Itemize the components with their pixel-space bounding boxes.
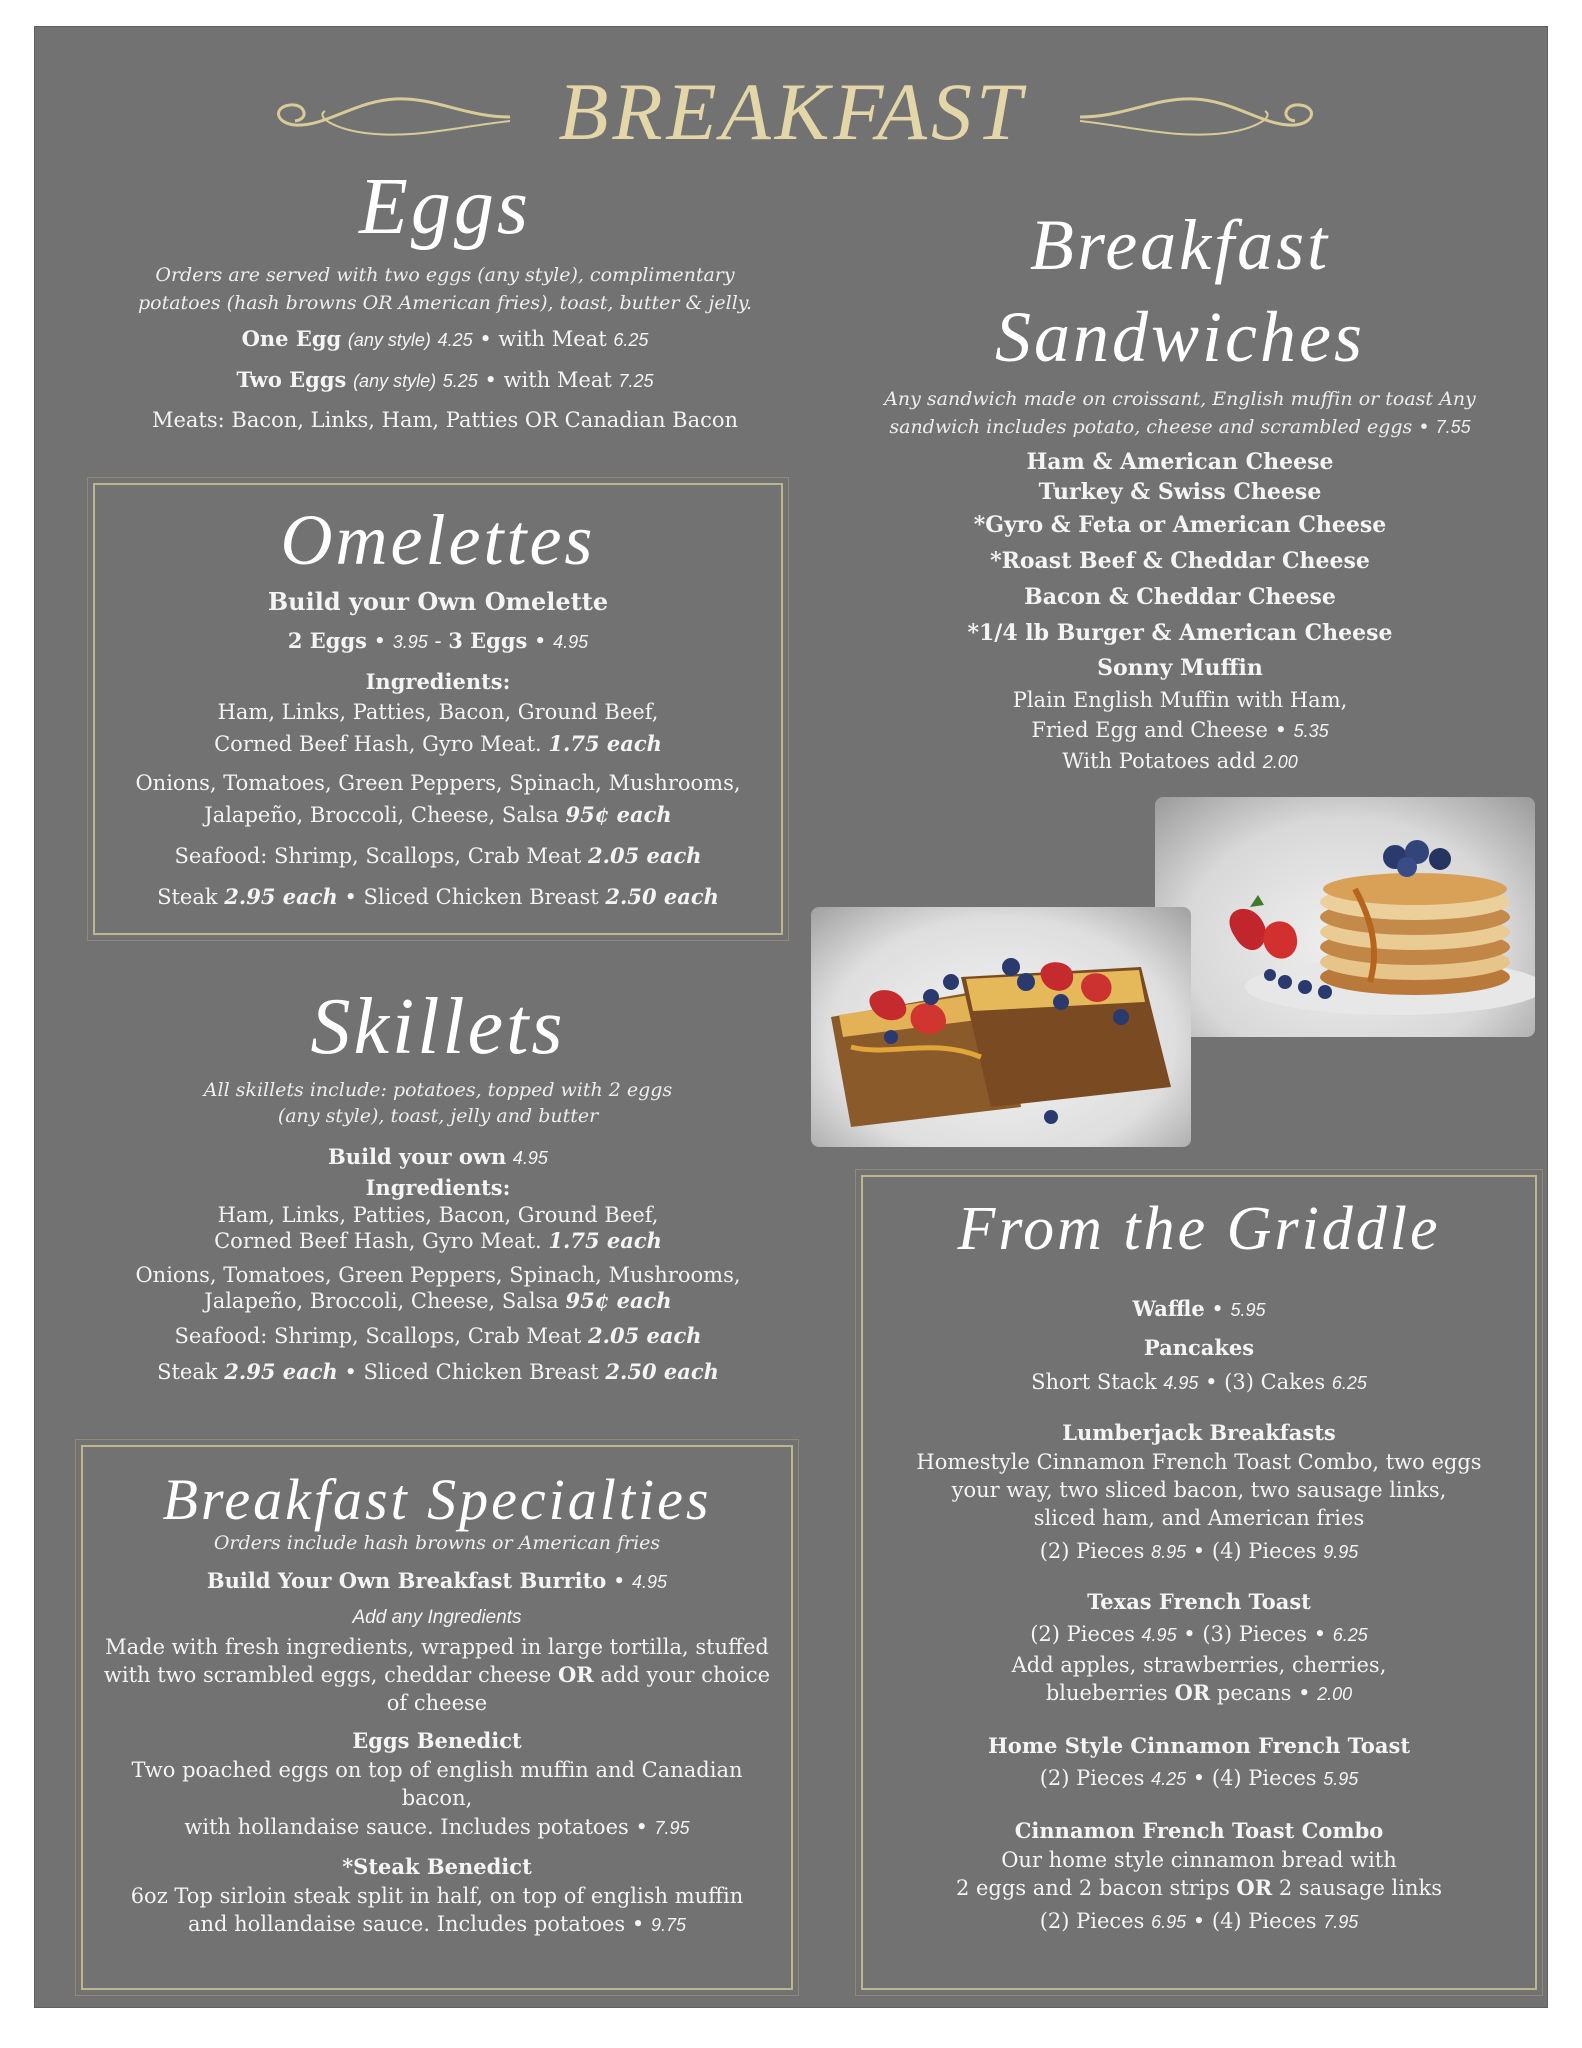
combo-two-pieces: (2) Pieces [1039, 1909, 1145, 1933]
short-stack: Short Stack [1031, 1370, 1157, 1394]
skillet-meats-1: Ham, Links, Patties, Bacon, Ground Beef, [217, 1203, 659, 1227]
french-toast-photo [811, 907, 1191, 1147]
lumberjack-four-pieces: (4) Pieces [1211, 1539, 1317, 1563]
skillet-meats-2 [93, 1228, 783, 1254]
skillet-veg-price: 95¢ each [565, 1288, 672, 1313]
skillet-build-line [93, 1141, 783, 1174]
omelette-seafood-price: 2.05 each [588, 843, 702, 868]
combo-desc-2b: 2 sausage links [1278, 1876, 1443, 1900]
eggs-section [95, 157, 795, 436]
texas-toast-desc-1: Add apples, strawberries, cherries, [1011, 1653, 1387, 1677]
one-egg-line: One Egg (any style) 4.25 • with Meat 6.25 [241, 326, 649, 351]
menu-page [34, 26, 1548, 2008]
omelette-veg-price: 95¢ each [565, 802, 672, 827]
steak-benedict-desc-2: and hollandaise sauce. Includes potatoes • 9.75 [187, 1912, 686, 1936]
waffle-line: Waffle • 5.95 [1132, 1296, 1266, 1321]
burrito-add: Add any Ingredients [352, 1607, 522, 1628]
combo-four-pieces-price: 7.95 [1323, 1912, 1359, 1932]
omelette-veg-2-text: Jalapeño, Broccoli, Cheese, Salsa [204, 803, 559, 827]
one-egg-meat-price: 6.25 [613, 330, 649, 350]
texas-three-pieces: (3) Pieces [1202, 1622, 1308, 1646]
home-two-pieces: (2) Pieces [1039, 1766, 1145, 1790]
sonny-muffin-desc-2: Fried Egg and Cheese • 5.35 [1031, 718, 1329, 742]
omelettes-box [93, 483, 783, 935]
steak-benedict-price: 9.75 [650, 1915, 686, 1935]
two-eggs-style: (any style) [353, 371, 437, 391]
eggs-benedict-desc-3-text: with hollandaise sauce. Includes potatoes [184, 1815, 629, 1839]
right-swirl-ornament [1075, 87, 1325, 147]
combo-two-pieces-price: 6.95 [1151, 1912, 1187, 1932]
omelette-build-label: Build your Own Omelette [267, 587, 609, 616]
sonny-muffin-desc-2-text: Fried Egg and Cheese [1031, 718, 1268, 742]
texas-or: OR [1174, 1680, 1211, 1705]
page-title: BREAKFAST [558, 66, 1026, 157]
skillet-steak: Steak [157, 1360, 218, 1384]
combo-desc-2a: 2 eggs and 2 bacon strips [955, 1876, 1230, 1900]
burrito-line: Build Your Own Breakfast Burrito • 4.95 [206, 1568, 668, 1593]
home-two-pieces-price: 4.25 [1151, 1769, 1187, 1789]
skillet-seafood-text: Seafood: Shrimp, Scallops, Crab Meat [174, 1324, 582, 1348]
eggs-benedict-desc-3: with hollandaise sauce. Includes potatoes • 7.95 [184, 1815, 690, 1839]
sandwiches-price: 7.55 [1435, 417, 1471, 437]
steak-benedict-name: *Steak Benedict [342, 1854, 532, 1879]
pancakes-options: Short Stack 4.95 • (3) Cakes 6.25 [1031, 1370, 1367, 1394]
specialties-box [81, 1445, 793, 1990]
omelettes-title: Omelettes [280, 500, 596, 580]
sonny-muffin-price: 5.35 [1293, 721, 1329, 741]
sandwiches-title-1: Breakfast [1029, 205, 1331, 285]
omelette-meats-1: Ham, Links, Patties, Bacon, Ground Beef, [217, 700, 659, 724]
omelette-meats-2 [95, 728, 781, 760]
combo-or: OR [1236, 1875, 1273, 1900]
texas-toast-desc-2b: pecans [1216, 1681, 1292, 1705]
texas-toast-desc-2a: blueberries [1045, 1681, 1168, 1705]
skillets-title: Skillets [310, 983, 566, 1071]
skillet-veg-2 [93, 1288, 783, 1314]
lumberjack-two-pieces: (2) Pieces [1039, 1539, 1145, 1563]
omelette-veg-1: Onions, Tomatoes, Green Peppers, Spinach, Mushrooms, [135, 771, 741, 795]
texas-toast-options: (2) Pieces 4.95 • (3) Pieces • 6.25 [1030, 1622, 1368, 1646]
texas-toast-desc-2: blueberries OR pecans • 2.00 [1045, 1680, 1353, 1705]
sandwiches-description-2-text: sandwich includes potato, cheese and scrambled eggs [889, 416, 1413, 438]
home-four-pieces-price: 5.95 [1323, 1769, 1359, 1789]
skillet-veg-2-text: Jalapeño, Broccoli, Cheese, Salsa [204, 1289, 559, 1313]
skillet-seafood [93, 1320, 783, 1352]
two-eggs-meat-price: 7.25 [618, 371, 654, 391]
combo-name: Cinnamon French Toast Combo [1014, 1818, 1384, 1843]
burrito-desc-2 [83, 1661, 791, 1689]
two-eggs-meat-label: with Meat [503, 368, 612, 392]
sonny-muffin-potatoes-price: 2.00 [1262, 752, 1298, 772]
waffle-name: Waffle [1132, 1296, 1205, 1321]
sonny-muffin-potatoes [835, 746, 1525, 777]
texas-toast-name: Texas French Toast [1087, 1589, 1311, 1614]
short-stack-price: 4.95 [1163, 1373, 1199, 1393]
sandwich-item: Turkey & Swiss Cheese [1038, 479, 1322, 505]
skillet-ingredients-label: Ingredients: [365, 1175, 511, 1200]
omelette-two-eggs-price: 3.95 [392, 632, 428, 652]
two-eggs-price: 5.25 [442, 371, 478, 391]
two-eggs-name: Two Eggs [236, 367, 347, 392]
skillets-description-1: All skillets include: potatoes, topped with 2 eggs [203, 1079, 673, 1101]
skillet-chicken: Sliced Chicken Breast [363, 1360, 599, 1384]
combo-desc-1: Our home style cinnamon bread with [1001, 1848, 1397, 1872]
burrito-desc-3: of cheese [386, 1691, 488, 1715]
sandwich-item: *Roast Beef & Cheddar Cheese [990, 548, 1370, 574]
pancakes-name: Pancakes [1143, 1335, 1255, 1360]
omelette-meats-2-text: Corned Beef Hash, Gyro Meat. [214, 732, 542, 756]
waffle-price: 5.95 [1230, 1300, 1266, 1320]
steak-benedict-desc-1: 6oz Top sirloin steak split in half, on top of english muffin [130, 1884, 744, 1908]
skillet-steak-chicken: Steak 2.95 each • Sliced Chicken Breast 2.50 each [157, 1359, 719, 1384]
eggs-title: Eggs [359, 163, 531, 251]
specialties-description: Orders include hash browns or American fries [213, 1532, 661, 1554]
skillet-meats-2-text: Corned Beef Hash, Gyro Meat. [214, 1229, 542, 1253]
one-egg-name: One Egg [241, 326, 342, 351]
lumberjack-four-pieces-price: 9.95 [1323, 1542, 1359, 1562]
sandwiches-section [835, 197, 1525, 777]
skillet-veg-1: Onions, Tomatoes, Green Peppers, Spinach, Mushrooms, [135, 1263, 741, 1287]
omelette-steak-chicken: Steak 2.95 each • Sliced Chicken Breast 2.50 each [157, 884, 719, 909]
pancakes-illustration [1155, 797, 1535, 1037]
omelette-steak: Steak [157, 885, 218, 909]
skillet-seafood-price: 2.05 each [588, 1323, 702, 1348]
lumberjack-two-pieces-price: 8.95 [1151, 1542, 1187, 1562]
sandwich-item: *Gyro & Feta or American Cheese [973, 512, 1387, 538]
one-egg-style: (any style) [347, 330, 431, 350]
combo-desc-2 [863, 1874, 1535, 1902]
omelette-veg-2 [95, 799, 781, 831]
omelette-three-eggs: 3 Eggs [448, 628, 528, 653]
eggs-benedict-price: 7.95 [654, 1818, 690, 1838]
skillet-meat-price: 1.75 each [548, 1228, 662, 1253]
eggs-description-2: potatoes (hash browns OR American fries), toast, butter & jelly. [137, 292, 753, 314]
one-egg-price: 4.25 [437, 330, 473, 350]
sonny-muffin-potatoes-text: With Potatoes add [1062, 749, 1257, 773]
three-cakes-price: 6.25 [1331, 1373, 1367, 1393]
omelette-meat-price: 1.75 each [548, 731, 662, 756]
griddle-title: From the Griddle [957, 1195, 1441, 1263]
burrito-price: 4.95 [632, 1572, 668, 1592]
skillet-steak-price: 2.95 each [224, 1359, 338, 1384]
sandwiches-description-2: sandwich includes potato, cheese and scrambled eggs • 7.55 [889, 416, 1471, 438]
home-four-pieces: (4) Pieces [1211, 1766, 1317, 1790]
texas-three-pieces-price: 6.25 [1332, 1625, 1368, 1645]
lumberjack-options: (2) Pieces 8.95 • (4) Pieces 9.95 [1039, 1539, 1359, 1563]
one-egg-meat-label: with Meat [498, 327, 607, 351]
steak-benedict-desc-2-text: and hollandaise sauce. Includes potatoes [187, 1912, 626, 1936]
sandwich-item: Ham & American Cheese [1026, 449, 1334, 475]
burrito-desc-1: Made with fresh ingredients, wrapped in large tortilla, stuffed [105, 1635, 769, 1659]
burrito-name: Build Your Own Breakfast Burrito [206, 1568, 607, 1593]
french-toast-illustration [811, 907, 1191, 1147]
omelette-egg-options: 2 Eggs • 3.95 - 3 Eggs • 4.95 [287, 628, 589, 653]
omelette-chicken: Sliced Chicken Breast [363, 885, 599, 909]
sandwich-item: Bacon & Cheddar Cheese [1024, 584, 1336, 610]
eggs-benedict-desc-2: bacon, [401, 1786, 473, 1810]
texas-two-pieces-price: 4.95 [1141, 1625, 1177, 1645]
combo-options: (2) Pieces 6.95 • (4) Pieces 7.95 [1039, 1909, 1359, 1933]
omelette-seafood [95, 840, 781, 872]
omelette-chicken-price: 2.50 each [605, 884, 719, 909]
two-eggs-line: Two Eggs (any style) 5.25 • with Meat 7.25 [236, 367, 654, 392]
skillet-chicken-price: 2.50 each [605, 1359, 719, 1384]
omelette-ingredients-label: Ingredients: [365, 669, 511, 694]
texas-two-pieces: (2) Pieces [1030, 1622, 1135, 1646]
omelette-seafood-text: Seafood: Shrimp, Scallops, Crab Meat [174, 844, 582, 868]
three-cakes: (3) Cakes [1224, 1370, 1326, 1394]
sandwiches-title-2: Sandwiches [995, 297, 1365, 377]
home-style-options: (2) Pieces 4.25 • (4) Pieces 5.95 [1039, 1766, 1359, 1790]
omelette-three-eggs-price: 4.95 [553, 632, 589, 652]
eggs-description-1: Orders are served with two eggs (any style), complimentary [155, 264, 735, 286]
burrito-or: OR [557, 1662, 594, 1687]
lumberjack-desc-1: Homestyle Cinnamon French Toast Combo, two eggs [916, 1450, 1482, 1474]
omelette-two-eggs: 2 Eggs [287, 628, 367, 653]
sonny-muffin-desc-1: Plain English Muffin with Ham, [1012, 688, 1348, 712]
griddle-box [861, 1175, 1537, 1990]
meats-line: Meats: Bacon, Links, Ham, Patties OR Canadian Bacon [151, 408, 739, 432]
burrito-desc-2b: add your choice [600, 1663, 771, 1687]
lumberjack-desc-2: your way, two sliced bacon, two sausage links, [951, 1478, 1447, 1502]
specialties-title: Breakfast Specialties [162, 1467, 712, 1532]
sandwiches-description-1: Any sandwich made on croissant, English muffin or toast Any [884, 388, 1476, 410]
texas-add-price: 2.00 [1317, 1684, 1353, 1704]
sandwich-item: *1/4 lb Burger & American Cheese [967, 620, 1393, 646]
home-style-name: Home Style Cinnamon French Toast [987, 1733, 1411, 1758]
combo-four-pieces: (4) Pieces [1211, 1909, 1317, 1933]
eggs-benedict-desc-1: Two poached eggs on top of english muffin and Canadian [131, 1758, 743, 1782]
lumberjack-desc-3: sliced ham, and American fries [1033, 1506, 1365, 1530]
skillet-build-price: 4.95 [512, 1148, 548, 1168]
sandwich-item: Sonny Muffin [1097, 655, 1263, 681]
skillet-build-label: Build your own [328, 1144, 507, 1169]
lumberjack-name: Lumberjack Breakfasts [1062, 1420, 1336, 1445]
skillets-section [93, 977, 783, 1388]
skillets-description-2: (any style), toast, jelly and butter [277, 1105, 599, 1127]
pancakes-photo [1155, 797, 1535, 1037]
eggs-benedict-name: Eggs Benedict [352, 1728, 522, 1753]
burrito-desc-2a: with two scrambled eggs, cheddar cheese [103, 1663, 552, 1687]
omelette-steak-price: 2.95 each [224, 884, 338, 909]
